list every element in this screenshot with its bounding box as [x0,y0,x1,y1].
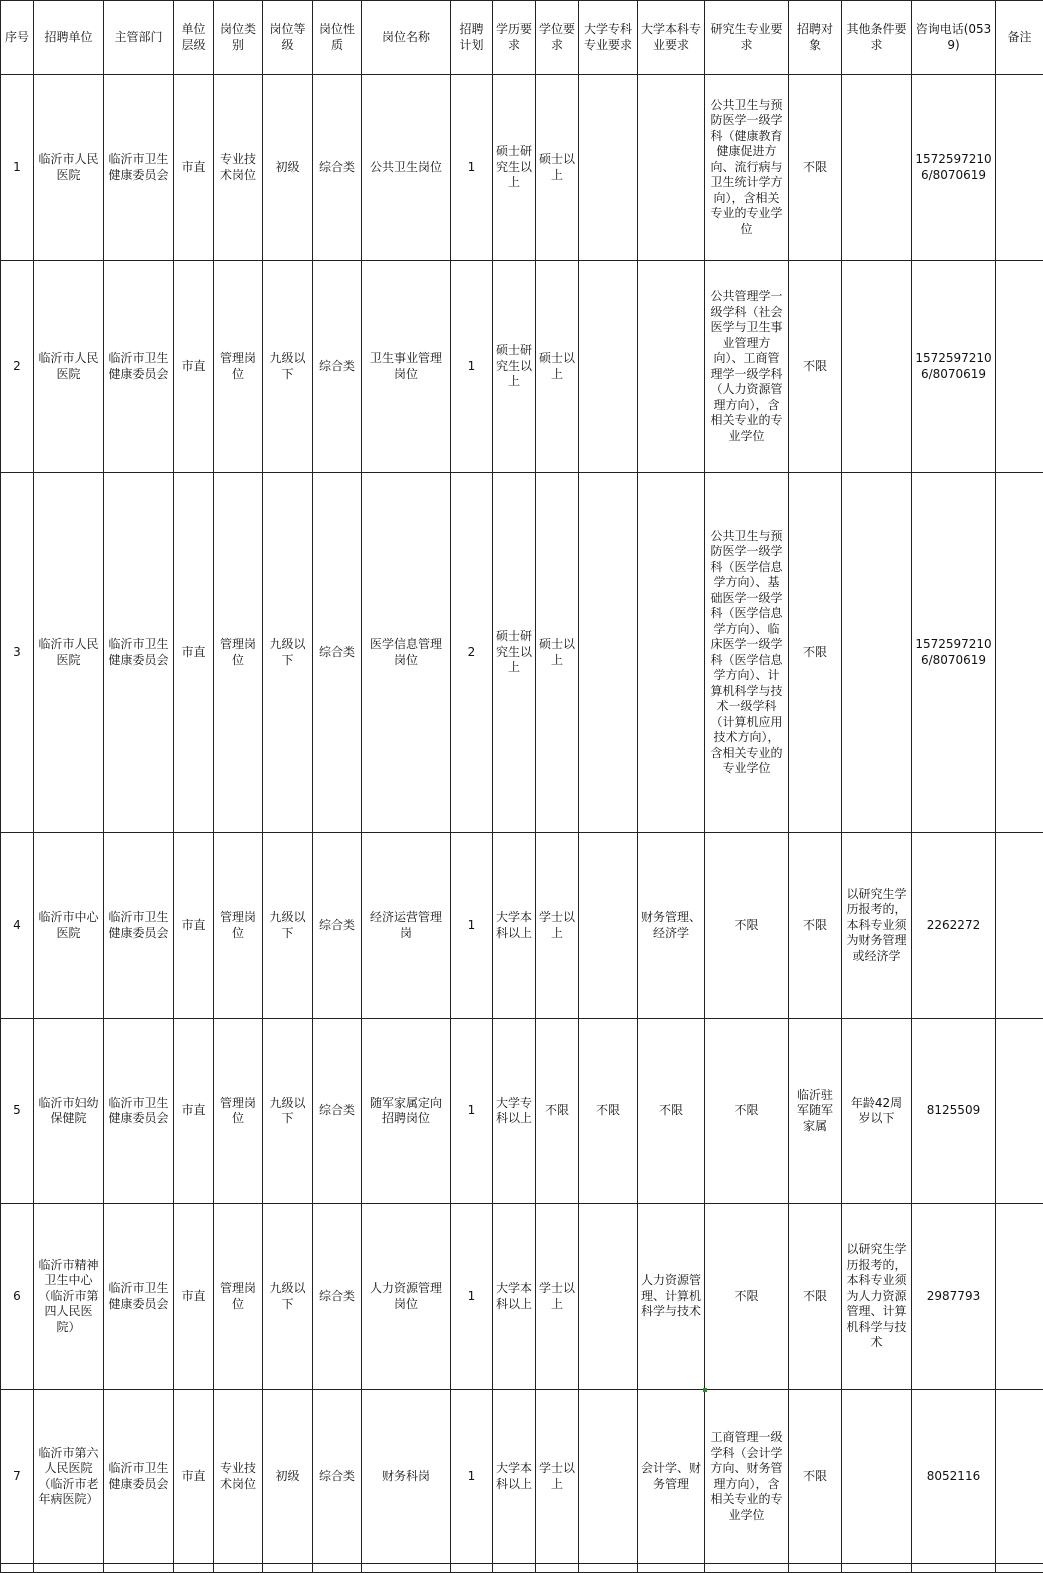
cell-graduate-major: 公共管理学一级学科（社会医学与卫生事业管理方向）、工商管理学一级学科（人力资源管理方向），含相关专业的专业学位 [705,261,789,473]
col-header-graduate-major: 研究生专业要求 [705,1,789,75]
table-row [1,473,1043,833]
cell-plan: 2 [451,473,493,833]
cell-degree: 学士以上 [536,1204,579,1390]
cell-other: 以研究生学历报考的，本科专业须为人力资源管理、计算机科学与技术 [842,1204,912,1390]
cell-level: 市直 [174,473,214,833]
col-header-degree: 学位要求 [536,1,579,75]
cell-level: 市直 [174,75,214,261]
cell-bachelor-major [638,473,705,833]
cell-phone: 2987793 [912,1204,996,1390]
cell-graduate-major: 不限 [705,1019,789,1204]
col-header-level: 单位层级 [174,1,214,75]
cell-other: 以研究生学历报考的，本科专业须为财务管理或经济学 [842,833,912,1019]
cell-post-name: 随军家属定向招聘岗位 [362,1019,451,1204]
cell-post-name: 公共卫生岗位 [362,75,451,261]
cell-post-category: 管理岗位 [214,473,263,833]
cell-post-nature: 综合类 [313,75,362,261]
cell-target: 不限 [789,833,842,1019]
cell-bachelor-major [638,75,705,261]
col-header-college-major: 大学专科专业要求 [579,1,638,75]
cell-post-name: 人力资源管理岗位 [362,1204,451,1390]
cell-bachelor-major: 不限 [638,1019,705,1204]
cell-plan: 1 [451,1390,493,1564]
cell-phone: 15725972106/8070619 [912,261,996,473]
cell-degree: 学士以上 [536,1390,579,1564]
cell-department: 临沂市卫生健康委员会 [104,473,174,833]
cell-target: 临沂驻军随军家属 [789,1019,842,1204]
cell-phone: 2262272 [912,833,996,1019]
col-header-unit: 招聘单位 [34,1,104,75]
cell-remark [996,833,1043,1019]
cell-unit: 临沂市中心医院 [34,833,104,1019]
cell-remark [996,1019,1043,1204]
cell-post-name: 卫生事业管理岗位 [362,261,451,473]
cell-post-grade: 九级以下 [263,473,313,833]
cell-other [842,1390,912,1564]
cell-department: 临沂市卫生健康委员会 [104,261,174,473]
header-row [1,1,1043,75]
col-header-phone: 咨询电话(0539) [912,1,996,75]
cell-other [842,75,912,261]
cell-plan: 1 [451,75,493,261]
table-row [1,261,1043,473]
cell-graduate-major: 不限 [705,1204,789,1390]
cell-phone: 8052116 [912,1390,996,1564]
cell-post-grade: 初级 [263,75,313,261]
table-row [1,1019,1043,1204]
cell-post-nature: 综合类 [313,1019,362,1204]
cell-other [842,261,912,473]
cell-college-major [579,473,638,833]
cell-other: 年龄42周岁以下 [842,1019,912,1204]
cell-index: 5 [1,1019,34,1204]
col-header-other: 其他条件要求 [842,1,912,75]
cell-remark [996,1204,1043,1390]
cell-post-category: 管理岗位 [214,1019,263,1204]
cell-unit: 临沂市第六人民医院（临沂市老年病医院） [34,1390,104,1564]
cell-index: 3 [1,473,34,833]
cell-department: 临沂市卫生健康委员会 [104,1390,174,1564]
cell-post-name: 经济运营管理岗 [362,833,451,1019]
col-header-department: 主管部门 [104,1,174,75]
cell-plan: 1 [451,1019,493,1204]
cell-bachelor-major: 会计学、财务管理 [638,1390,705,1564]
cell-education: 硕士研究生以上 [493,75,536,261]
cell-degree: 不限 [536,1019,579,1204]
cell-post-nature: 综合类 [313,261,362,473]
cell-index: 4 [1,833,34,1019]
cell-degree: 硕士以上 [536,261,579,473]
cell-degree: 硕士以上 [536,473,579,833]
cell-post-nature: 综合类 [313,833,362,1019]
table-row [1,75,1043,261]
cell-post-nature: 综合类 [313,1390,362,1564]
cell-index: 7 [1,1390,34,1564]
cell-degree: 硕士以上 [536,75,579,261]
cell-post-category: 管理岗位 [214,1204,263,1390]
cell-education: 大学专科以上 [493,1019,536,1204]
cell-post-name: 医学信息管理岗位 [362,473,451,833]
cell-level: 市直 [174,1390,214,1564]
cell-unit: 临沂市人民医院 [34,261,104,473]
table-row [1,1204,1043,1390]
cell-college-major [579,1390,638,1564]
cell-post-grade: 九级以下 [263,261,313,473]
cell-comment-marker [703,1388,707,1392]
col-header-target: 招聘对象 [789,1,842,75]
cell-education: 大学本科以上 [493,833,536,1019]
cell-college-major [579,1204,638,1390]
cell-plan: 1 [451,1204,493,1390]
cell-target: 不限 [789,1204,842,1390]
cell-post-grade: 初级 [263,1390,313,1564]
cell-unit: 临沂市人民医院 [34,473,104,833]
cell-target: 不限 [789,1390,842,1564]
cell-unit: 临沂市妇幼保健院 [34,1019,104,1204]
table-row-partial [1,1564,1043,1573]
cell-level: 市直 [174,261,214,473]
cell-graduate-major: 公共卫生与预防医学一级学科（医学信息学方向）、基础医学一级学科（医学信息学方向）、临床医学一级学科（医学信息学方向）、计算机科学与技术一级学科（计算机应用技术方向），含相关专业的专业学位 [705,473,789,833]
cell-phone: 8125509 [912,1019,996,1204]
cell-bachelor-major: 财务管理、经济学 [638,833,705,1019]
cell-bachelor-major: 人力资源管理、计算机科学与技术 [638,1204,705,1390]
cell-graduate-major: 工商管理一级学科（会计学方向、财务管理方向），含相关专业的专业学位 [705,1390,789,1564]
cell-level: 市直 [174,833,214,1019]
cell-department: 临沂市卫生健康委员会 [104,833,174,1019]
cell-graduate-major: 公共卫生与预防医学一级学科（健康教育健康促进方向、流行病与卫生统计学方向），含相关专业的专业学位 [705,75,789,261]
col-header-index: 序号 [1,1,34,75]
cell-post-nature: 综合类 [313,473,362,833]
cell-plan: 1 [451,833,493,1019]
cell-target: 不限 [789,473,842,833]
col-header-education: 学历要求 [493,1,536,75]
table-row [1,833,1043,1019]
col-header-plan: 招聘计划 [451,1,493,75]
cell-unit: 临沂市精神卫生中心（临沂市第四人民医院） [34,1204,104,1390]
cell-other [842,473,912,833]
cell-college-major [579,833,638,1019]
cell-level: 市直 [174,1019,214,1204]
cell-target: 不限 [789,261,842,473]
cell-post-category: 管理岗位 [214,261,263,473]
cell-post-grade: 九级以下 [263,833,313,1019]
cell-bachelor-major [638,261,705,473]
cell-degree: 学士以上 [536,833,579,1019]
cell-department: 临沂市卫生健康委员会 [104,1204,174,1390]
table-row [1,1390,1043,1564]
cell-post-grade: 九级以下 [263,1204,313,1390]
cell-index: 6 [1,1204,34,1390]
cell-remark [996,473,1043,833]
cell-remark [996,1390,1043,1564]
cell-post-nature: 综合类 [313,1204,362,1390]
col-header-post-name: 岗位名称 [362,1,451,75]
cell-remark [996,261,1043,473]
cell-phone: 15725972106/8070619 [912,473,996,833]
cell-level: 市直 [174,1204,214,1390]
cell-college-major [579,261,638,473]
cell-post-category: 管理岗位 [214,833,263,1019]
cell-remark [996,75,1043,261]
cell-post-category: 专业技术岗位 [214,75,263,261]
cell-unit: 临沂市人民医院 [34,75,104,261]
cell-phone: 15725972106/8070619 [912,75,996,261]
cell-index: 2 [1,261,34,473]
col-header-bachelor-major: 大学本科专业要求 [638,1,705,75]
col-header-post-nature: 岗位性质 [313,1,362,75]
cell-post-category: 专业技术岗位 [214,1390,263,1564]
col-header-post-grade: 岗位等级 [263,1,313,75]
cell-target: 不限 [789,75,842,261]
cell-graduate-major: 不限 [705,833,789,1019]
cell-plan: 1 [451,261,493,473]
cell-post-grade: 九级以下 [263,1019,313,1204]
cell-department: 临沂市卫生健康委员会 [104,75,174,261]
cell-education: 大学本科以上 [493,1390,536,1564]
col-header-remark: 备注 [996,1,1043,75]
cell-education: 硕士研究生以上 [493,473,536,833]
cell-education: 硕士研究生以上 [493,261,536,473]
col-header-post-category: 岗位类别 [214,1,263,75]
cell-department: 临沂市卫生健康委员会 [104,1019,174,1204]
cell-index: 1 [1,75,34,261]
cell-college-major [579,75,638,261]
cell-education: 大学本科以上 [493,1204,536,1390]
cell-post-name: 财务科岗 [362,1390,451,1564]
cell-college-major: 不限 [579,1019,638,1204]
